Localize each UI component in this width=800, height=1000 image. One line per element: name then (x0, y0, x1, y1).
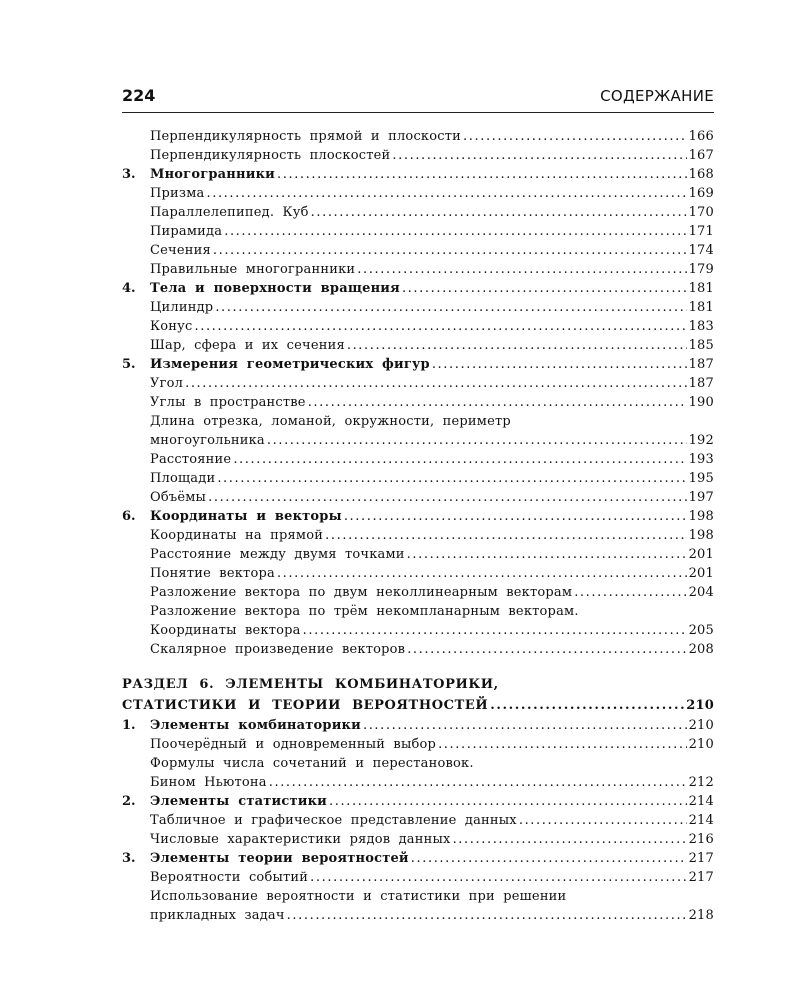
dot-leader (311, 203, 687, 222)
toc-page-number: 204 (688, 585, 714, 600)
toc-page-number: 208 (688, 642, 714, 657)
toc-entry[interactable] (122, 450, 714, 469)
toc-entry[interactable] (122, 393, 714, 412)
toc-page-number: 210 (688, 718, 714, 733)
page-header (122, 86, 714, 113)
toc-entry-title: РАЗДЕЛ 6. ЭЛЕМЕНТЫ КОМБИНАТОРИКИ, (122, 677, 499, 692)
toc-entry[interactable] (122, 811, 714, 830)
toc-chapter[interactable] (122, 507, 714, 526)
toc-entry[interactable] (122, 184, 714, 203)
toc-page-number: 210 (686, 698, 714, 713)
toc-entry-title: Разложение вектора по трём некомпланарным векторам. (150, 604, 579, 619)
toc-entry-title: Тела и поверхности вращения (150, 281, 400, 296)
toc-chapter-number: 4. (122, 281, 136, 296)
toc-entry[interactable] (122, 621, 714, 640)
toc-page-number: 210 (688, 737, 714, 752)
toc-entry[interactable] (122, 412, 714, 431)
dot-leader (287, 906, 687, 925)
toc-entry[interactable] (122, 868, 714, 887)
toc-entry[interactable] (122, 887, 714, 906)
toc-page-number: 187 (688, 357, 714, 372)
toc-entry-title: Цилиндр (150, 300, 214, 315)
toc-entry[interactable] (122, 203, 714, 222)
dot-leader (277, 564, 687, 583)
dot-leader (217, 469, 686, 488)
toc-entry-title: Координаты вектора (150, 623, 301, 638)
toc-chapter[interactable] (122, 355, 714, 374)
dot-leader (329, 792, 687, 811)
dot-leader (407, 545, 687, 564)
dot-leader (363, 716, 687, 735)
toc-page-number: 192 (688, 433, 714, 448)
toc-page-number: 171 (688, 224, 714, 239)
toc-entry-title: Расстояние (150, 452, 232, 467)
toc-page-number: 166 (688, 129, 714, 144)
toc-page-number: 217 (688, 870, 714, 885)
toc-page-number: 170 (688, 205, 714, 220)
toc-entry-title: Углы в пространстве (150, 395, 306, 410)
toc-entry-title: Поочерёдный и одновременный выбор (150, 737, 437, 752)
dot-leader (438, 735, 687, 754)
toc-page-number: 216 (688, 832, 714, 847)
toc-entry-title: Элементы статистики (150, 794, 328, 809)
toc-entry[interactable] (122, 640, 714, 659)
toc-entry-title: Формулы числа сочетаний и перестановок. (150, 756, 474, 771)
toc-entry[interactable] (122, 298, 714, 317)
toc-page-number: 169 (688, 186, 714, 201)
toc-chapter-number: 6. (122, 509, 136, 524)
toc-page-number: 212 (688, 775, 714, 790)
table-of-contents (122, 127, 714, 925)
dot-leader (310, 868, 686, 887)
toc-entry-title: Длина отрезка, ломаной, окружности, периметр (150, 414, 511, 429)
toc-entry[interactable] (122, 564, 714, 583)
toc-entry-title: Табличное и графическое представление данных (150, 813, 517, 828)
toc-entry-title: Призма (150, 186, 205, 201)
toc-part-heading[interactable] (122, 695, 714, 716)
toc-entry[interactable] (122, 222, 714, 241)
toc-entry[interactable] (122, 754, 714, 773)
dot-leader (344, 507, 687, 526)
toc-chapter-number: 3. (122, 851, 136, 866)
toc-entry[interactable] (122, 336, 714, 355)
toc-page-number: 201 (688, 547, 714, 562)
toc-page-number: 214 (688, 813, 714, 828)
dot-leader (224, 222, 686, 241)
toc-entry[interactable] (122, 374, 714, 393)
toc-entry-title: Вероятности событий (150, 870, 309, 885)
toc-entry[interactable] (122, 127, 714, 146)
toc-entry-title: Числовые характеристики рядов данных (150, 832, 451, 847)
toc-page-number: 183 (688, 319, 714, 334)
toc-entry-title: Координаты на прямой (150, 528, 324, 543)
toc-entry-title: Сечения (150, 243, 211, 258)
dot-leader (357, 260, 686, 279)
dot-leader (402, 279, 687, 298)
toc-entry[interactable] (122, 469, 714, 488)
toc-entry-title: Координаты и векторы (150, 509, 342, 524)
toc-page-number: 197 (688, 490, 714, 505)
toc-entry-title: Шар, сфера и их сечения (150, 338, 345, 353)
toc-page-number: 181 (688, 281, 714, 296)
dot-leader (347, 336, 687, 355)
dot-leader (411, 849, 687, 868)
toc-entry-title: Площади (150, 471, 216, 486)
toc-entry-title: Многогранники (150, 167, 275, 182)
toc-chapter[interactable] (122, 279, 714, 298)
toc-entry-title: СТАТИСТИКИ И ТЕОРИИ ВЕРОЯТНОСТЕЙ (122, 698, 489, 713)
toc-entry[interactable] (122, 906, 714, 925)
toc-chapter-number: 3. (122, 167, 136, 182)
toc-entry[interactable] (122, 488, 714, 507)
toc-page-number: 193 (688, 452, 714, 467)
toc-chapter[interactable] (122, 849, 714, 868)
dot-leader (490, 695, 684, 716)
dot-leader (267, 431, 687, 450)
toc-page-number: 214 (688, 794, 714, 809)
toc-entry[interactable] (122, 431, 714, 450)
section-gap (122, 659, 714, 674)
toc-part-heading[interactable] (122, 674, 714, 695)
toc-chapter[interactable] (122, 716, 714, 735)
toc-entry-title: Конус (150, 319, 193, 334)
dot-leader (303, 621, 687, 640)
toc-page-number: 168 (688, 167, 714, 182)
toc-page-number: 198 (688, 528, 714, 543)
toc-entry[interactable] (122, 773, 714, 792)
toc-entry-title: Перпендикулярность прямой и плоскости (150, 129, 462, 144)
toc-page-number: 198 (688, 509, 714, 524)
dot-leader (277, 165, 687, 184)
toc-entry-title: Параллелепипед. Куб (150, 205, 309, 220)
toc-entry-title: Использование вероятности и статистики при решении (150, 889, 567, 904)
toc-entry[interactable] (122, 545, 714, 564)
toc-entry-title: Бином Ньютона (150, 775, 267, 790)
dot-leader (206, 184, 686, 203)
toc-chapter[interactable] (122, 792, 714, 811)
dot-leader (194, 317, 686, 336)
toc-page-number: 174 (688, 243, 714, 258)
toc-entry[interactable] (122, 241, 714, 260)
running-title: СОДЕРЖАНИЕ (600, 87, 714, 105)
toc-page-number: 179 (688, 262, 714, 277)
toc-chapter-number: 1. (122, 718, 136, 733)
toc-entry-title: Скалярное произведение векторов (150, 642, 406, 657)
toc-entry-title: Правильные многогранники (150, 262, 356, 277)
toc-entry[interactable] (122, 146, 714, 165)
toc-entry[interactable] (122, 317, 714, 336)
toc-entry[interactable] (122, 735, 714, 754)
toc-chapter-number: 2. (122, 794, 136, 809)
dot-leader (463, 127, 687, 146)
toc-entry-title: Элементы теории вероятностей (150, 851, 409, 866)
toc-page-number: 187 (688, 376, 714, 391)
toc-entry-title: Расстояние между двумя точками (150, 547, 405, 562)
toc-page-number: 205 (688, 623, 714, 638)
toc-entry-title: Элементы комбинаторики (150, 718, 361, 733)
toc-entry[interactable] (122, 526, 714, 545)
toc-page-number: 185 (688, 338, 714, 353)
toc-page-number: 217 (688, 851, 714, 866)
toc-entry-title: многоугольника (150, 433, 265, 448)
toc-page-number: 181 (688, 300, 714, 315)
toc-entry-title: Объёмы (150, 490, 207, 505)
toc-chapter[interactable] (122, 165, 714, 184)
dot-leader (407, 640, 686, 659)
page-number: 224 (122, 86, 156, 105)
dot-leader (233, 450, 686, 469)
dot-leader (208, 488, 686, 507)
toc-entry[interactable] (122, 602, 714, 621)
toc-entry-title: Угол (150, 376, 184, 391)
toc-entry-title: прикладных задач (150, 908, 285, 923)
dot-leader (392, 146, 686, 165)
toc-chapter-number: 5. (122, 357, 136, 372)
toc-page-number: 190 (688, 395, 714, 410)
toc-entry-title: Пирамида (150, 224, 223, 239)
dot-leader (308, 393, 687, 412)
dot-leader (519, 811, 687, 830)
toc-page-number: 195 (688, 471, 714, 486)
dot-leader (453, 830, 687, 849)
dot-leader (213, 241, 687, 260)
toc-page-number: 218 (688, 908, 714, 923)
dot-leader (574, 583, 686, 602)
dot-leader (215, 298, 686, 317)
toc-entry-title: Разложение вектора по двум неколлинеарным векторам (150, 585, 573, 600)
toc-entry-title: Измерения геометрических фигур (150, 357, 430, 372)
dot-leader (269, 773, 687, 792)
toc-entry[interactable] (122, 260, 714, 279)
toc-entry[interactable] (122, 583, 714, 602)
toc-page-number: 167 (688, 148, 714, 163)
toc-entry-title: Понятие вектора (150, 566, 275, 581)
dot-leader (432, 355, 687, 374)
toc-entry[interactable] (122, 830, 714, 849)
toc-page-number: 201 (688, 566, 714, 581)
dot-leader (325, 526, 686, 545)
toc-entry-title: Перпендикулярность плоскостей (150, 148, 391, 163)
dot-leader (185, 374, 686, 393)
